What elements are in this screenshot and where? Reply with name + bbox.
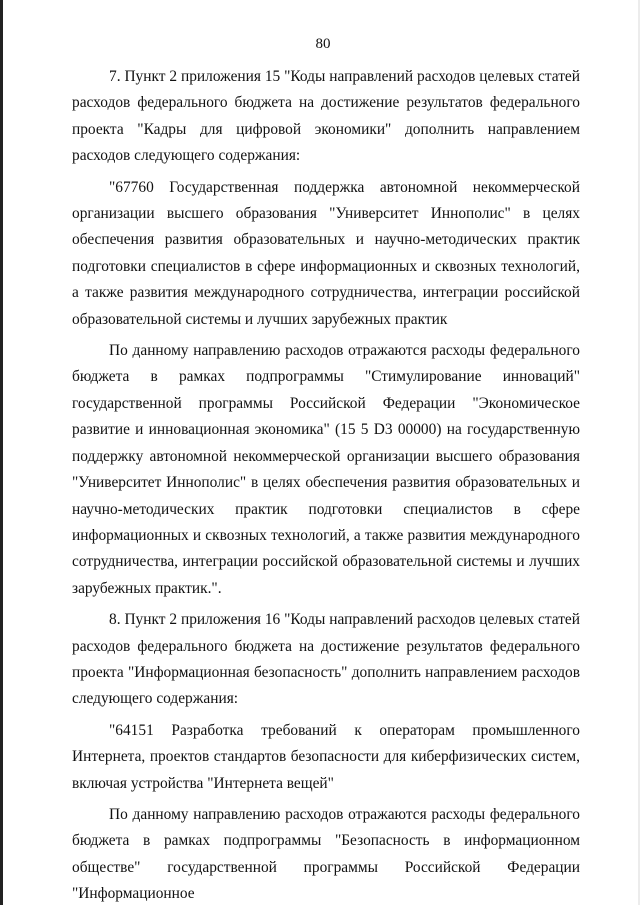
paragraph-code-64151: "64151 Разработка требований к операторам промышленного Интернета, проектов стандартов безопасности для киберфизических систем, включая устройства "Интернета вещей" — [72, 721, 580, 792]
paragraph-item-7: 7. Пункт 2 приложения 15 "Коды направлений расходов целевых статей расходов федерального бюджета на достижение результатов федерального проекта "Кадры для цифровой экономики" дополнить направлением расходов следующего содержания: — [72, 68, 580, 165]
paragraph-description-67760: По данному направлению расходов отражаются расходы федерального бюджета в рамках подпрограммы "Стимулирование инноваций" государственной программы Российской Федерации "Экономическое развитие и инновационная экономика" (15 5 D3 00000) на государственную поддержку автономной некоммерческой организации высшего образования "Университет Иннополис" в целях обеспечения развития образовательных и научно-методических практик подготовки специалистов в сфере информационных и сквозных технологий, а также развития международного сотрудничества, интеграции российской образовательной системы и лучших зарубежных практик.". — [72, 342, 580, 597]
paragraph-description-64151: По данному направлению расходов отражаются расходы федерального бюджета в рамках подпрограммы "Безопасность в информационном обществе" государственной программы Российской Федерации "Информационное — [72, 805, 580, 903]
paragraph-code-67760: "67760 Государственная поддержка автономной некоммерческой организации высшего образования "Университет Иннополис" в целях обеспечения развития образовательных и научно-методических практик подготовки специалистов в сфере информационных и сквозных технологий, а также развития международного сотрудничества, интеграции российской образовательной системы и лучших зарубежных практик — [72, 178, 580, 328]
paragraph-item-8: 8. Пункт 2 приложения 16 "Коды направлений расходов целевых статей расходов федерального бюджета на достижение результатов федерального проекта "Информационная безопасность" дополнить направлением расходов следующего содержания: — [72, 611, 580, 708]
page-number: 80 — [315, 36, 331, 52]
document-body — [72, 64, 580, 908]
